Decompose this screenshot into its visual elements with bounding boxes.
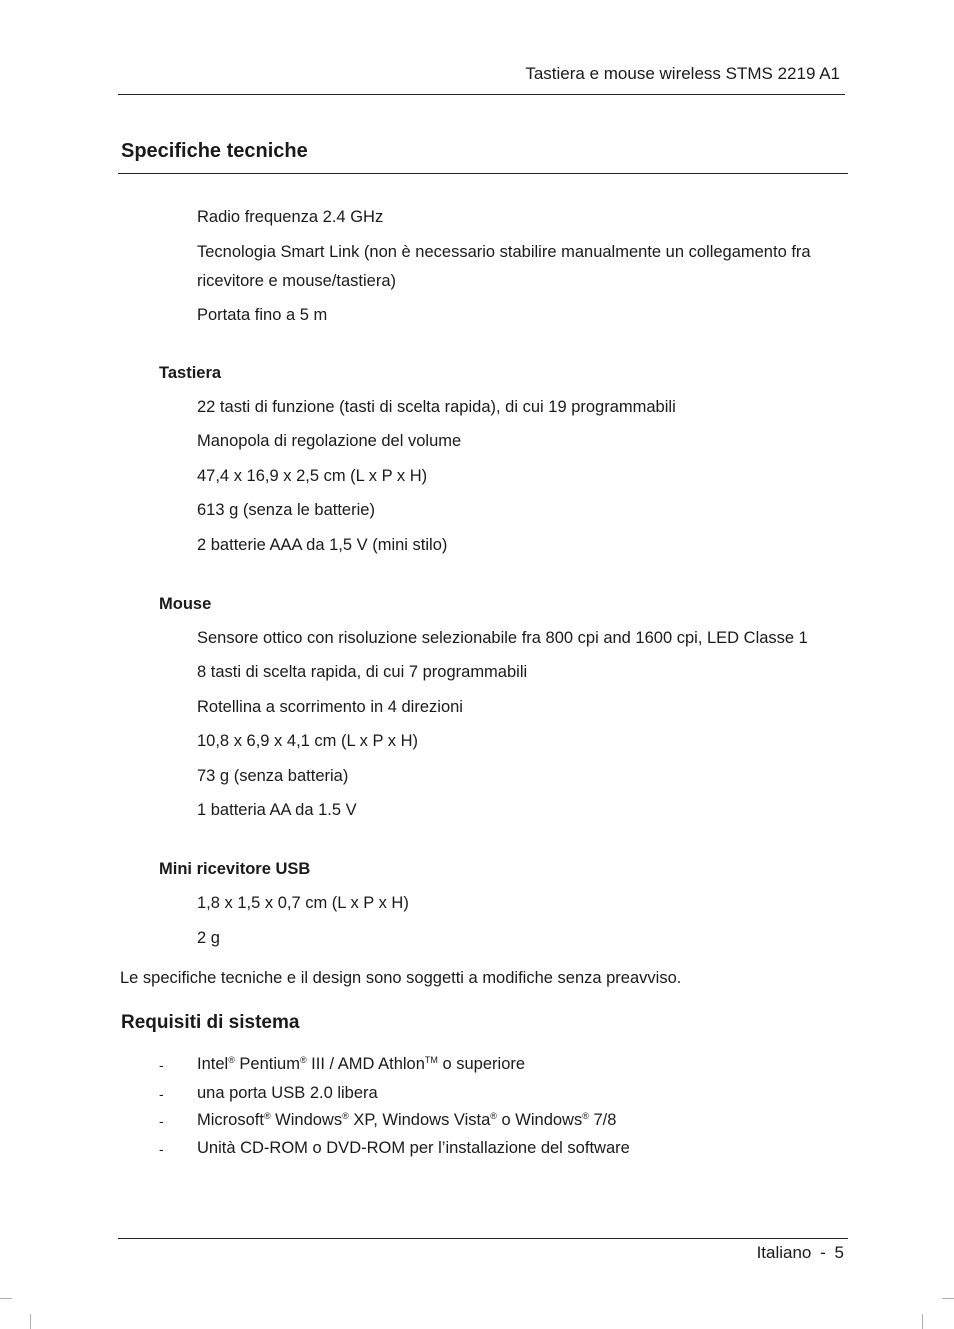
mouse-spec: 73 g (senza batteria) [197, 767, 349, 785]
keyboard-spec: 613 g (senza le batterie) [197, 501, 375, 519]
mouse-spec: 8 tasti di scelta rapida, di cui 7 programmabili [197, 663, 528, 681]
footer-rule [118, 1238, 848, 1239]
requirement-item: Microsoft® Windows® XP, Windows Vista® o Windows® 7/8 [197, 1111, 617, 1129]
mouse-spec: Rotellina a scorrimento in 4 direzioni [197, 698, 463, 716]
spec-general-1: Radio frequenza 2.4 GHz [197, 208, 384, 226]
section-rule [118, 173, 848, 174]
keyboard-spec: 22 tasti di funzione (tasti di scelta rapida), di cui 19 programmabili [197, 398, 676, 416]
crop-mark [0, 1298, 12, 1299]
keyboard-spec: Manopola di regolazione del volume [197, 432, 462, 450]
bullet-dash: - [159, 1057, 164, 1073]
usb-heading: Mini ricevitore USB [159, 860, 311, 878]
footer-language: Italiano [756, 1243, 812, 1262]
requirements-heading: Requisiti di sistema [121, 1012, 300, 1033]
crop-mark [922, 1314, 923, 1329]
specs-note: Le specifiche tecniche e il design sono soggetti a modifiche senza preavviso. [120, 969, 682, 987]
keyboard-spec: 2 batterie AAA da 1,5 V (mini stilo) [197, 536, 448, 554]
page-footer [757, 1243, 844, 1263]
footer-separator: - [820, 1243, 826, 1262]
usb-spec: 2 g [197, 929, 220, 947]
mouse-spec: Sensore ottico con risoluzione selezionabile fra 800 cpi and 1600 cpi, LED Classe 1 [197, 629, 808, 647]
keyboard-heading: Tastiera [159, 364, 222, 382]
spec-general-3: Portata fino a 5 m [197, 306, 328, 324]
mouse-spec: 1 batteria AA da 1.5 V [197, 801, 357, 819]
usb-spec: 1,8 x 1,5 x 0,7 cm (L x P x H) [197, 894, 409, 912]
bullet-dash: - [159, 1113, 164, 1129]
requirement-item: Unità CD-ROM o DVD-ROM per l’installazione del software [197, 1139, 630, 1157]
header-rule [118, 94, 845, 95]
specs-heading: Specifiche tecniche [121, 140, 308, 162]
crop-mark [942, 1298, 954, 1299]
bullet-dash: - [159, 1141, 164, 1157]
spec-general-2: Tecnologia Smart Link (non è necessario stabilire manualmente un collegamento fra ricevitore e mouse/tastiera) [197, 243, 811, 290]
mouse-spec: 10,8 x 6,9 x 4,1 cm (L x P x H) [197, 732, 419, 750]
bullet-dash: - [159, 1086, 164, 1102]
requirement-item: Intel® Pentium® III / AMD Athlon™ o superiore [197, 1055, 526, 1073]
running-header: Tastiera e mouse wireless STMS 2219 A1 [525, 64, 840, 83]
mouse-heading: Mouse [159, 595, 212, 613]
page-number: 5 [834, 1243, 844, 1262]
crop-mark [30, 1314, 31, 1329]
keyboard-spec: 47,4 x 16,9 x 2,5 cm (L x P x H) [197, 467, 428, 485]
requirement-item: una porta USB 2.0 libera [197, 1084, 378, 1102]
